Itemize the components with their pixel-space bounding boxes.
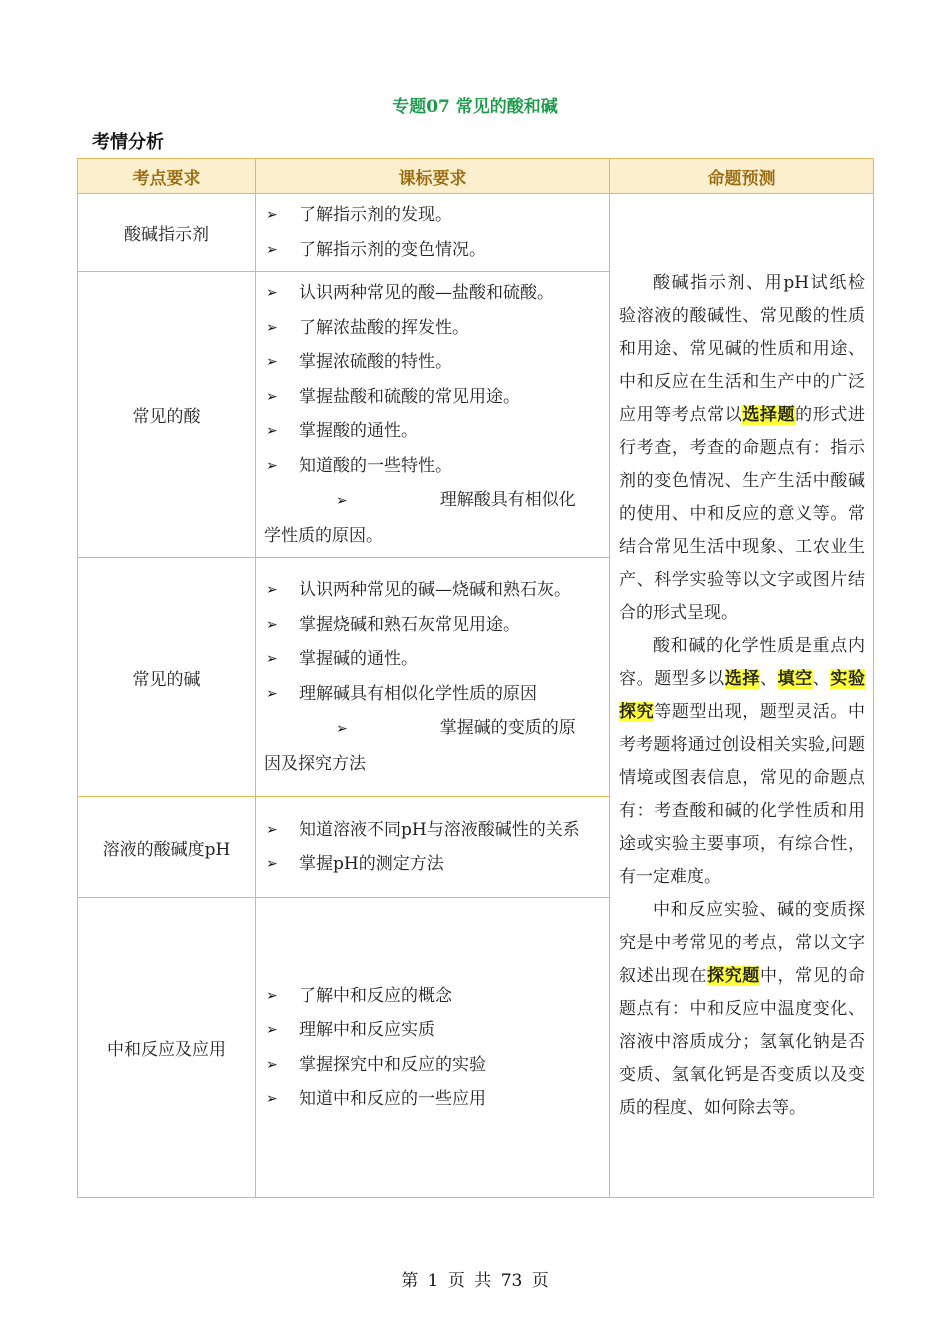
- list-item: ➢ 知道中和反应的一些应用: [264, 1082, 601, 1117]
- point-cell: 常见的碱: [78, 558, 256, 797]
- page-title: 专题07 常见的酸和碱: [392, 97, 558, 117]
- arrow-bullet-icon: ➢: [266, 582, 278, 598]
- header-requirement: 课标要求: [256, 159, 610, 194]
- arrow-bullet-icon: ➢: [266, 1091, 278, 1107]
- arrow-bullet-icon: ➢: [336, 493, 348, 509]
- highlight: 探究题: [707, 965, 760, 986]
- table-row: [78, 194, 874, 272]
- arrow-bullet-icon: ➢: [266, 319, 278, 336]
- arrow-bullet-icon: ➢: [266, 388, 278, 405]
- prediction-cell: [610, 194, 874, 1198]
- arrow-bullet-icon: ➢: [266, 987, 278, 1004]
- list-item: ➢ 认识两种常见的酸—盐酸和硫酸。: [264, 276, 601, 311]
- list-item: ➢ 掌握碱的通性。: [264, 642, 601, 677]
- arrow-bullet-icon: ➢: [266, 423, 278, 439]
- list-item: ➢ 掌握探究中和反应的实验: [264, 1048, 601, 1083]
- requirement-cell: [256, 194, 610, 272]
- arrow-bullet-icon: ➢: [266, 207, 278, 223]
- highlight: 选择题: [742, 404, 796, 425]
- list-item: ➢ 掌握pH的测定方法: [264, 847, 601, 882]
- list-item: ➢ 理解碱具有相似化学性质的原因: [264, 677, 601, 712]
- highlight: 填空: [777, 668, 813, 689]
- arrow-bullet-icon: ➢: [266, 457, 278, 474]
- header-point: 考点要求: [78, 159, 256, 194]
- highlight: 实验探究: [619, 668, 866, 722]
- requirement-cell: [256, 797, 610, 898]
- list-item: ➢ 了解浓盐酸的挥发性。: [264, 311, 601, 346]
- arrow-bullet-icon: ➢: [266, 1022, 278, 1038]
- arrow-bullet-icon: ➢: [266, 241, 278, 258]
- arrow-bullet-icon: ➢: [266, 856, 278, 872]
- prediction-paragraph: 中和反应实验、碱的变质探究是中考常见的考点，常以文字叙述出现在探究题中，常见的命题点有：中和反应中温度变化、溶液中溶质成分；氢氧化钠是否变质、氢氧化钙是否变质以及变质的程度、如何除去等。: [619, 899, 866, 1118]
- arrow-bullet-icon: ➢: [266, 354, 278, 370]
- table-header-row: [78, 159, 874, 194]
- point-cell: 常见的酸: [78, 272, 256, 558]
- list-item: ➢ 了解指示剂的变色情况。: [264, 233, 601, 268]
- list-item: ➢ 认识两种常见的碱—烧碱和熟石灰。: [264, 573, 601, 608]
- list-item: ➢ 掌握盐酸和硫酸的常见用途。: [264, 380, 601, 415]
- arrow-bullet-icon: ➢: [266, 651, 278, 667]
- list-item: ➢ 掌握浓硫酸的特性。: [264, 345, 601, 380]
- list-item: ➢ 掌握烧碱和熟石灰常见用途。: [264, 608, 601, 643]
- list-item: ➢ 理解中和反应实质: [264, 1013, 601, 1048]
- requirement-cell: [256, 272, 610, 558]
- arrow-bullet-icon: ➢: [266, 685, 278, 702]
- arrow-bullet-icon: ➢: [336, 721, 348, 737]
- prediction-paragraph: 酸碱指示剂、用pH试纸检验溶液的酸碱性、常见酸的性质和用途、常见碱的性质和用途、中和反应在生活和生产中的广泛应用等考点常以选择题的形式进行考查，考查的命题点有：指示剂的变色情况、生产生活中酸碱的使用、中和反应的意义等。常结合常见生活中现象、工农业生产、科学实验等以文字或图片结合的形式呈现。: [619, 272, 866, 623]
- arrow-bullet-icon: ➢: [266, 616, 278, 633]
- list-item: ➢ 掌握酸的通性。: [264, 414, 601, 449]
- requirement-cell: [256, 898, 610, 1198]
- requirement-cell: [256, 558, 610, 797]
- point-cell: 溶液的酸碱度pH: [78, 797, 256, 898]
- list-item: ➢ 了解指示剂的发现。: [264, 198, 601, 233]
- arrow-bullet-icon: ➢: [266, 1056, 278, 1073]
- arrow-bullet-icon: ➢: [266, 285, 278, 301]
- list-item: ➢ 了解中和反应的概念: [264, 979, 601, 1014]
- list-item: ➢ 掌握碱的变质的原 因及探究方法: [264, 718, 576, 774]
- page-number: 第 1 页 共 73 页: [401, 1271, 549, 1291]
- list-item: ➢ 知道溶液不同pH与溶液酸碱性的关系: [264, 813, 601, 848]
- list-item: ➢ 知道酸的一些特性。: [264, 449, 601, 484]
- arrow-bullet-icon: ➢: [266, 821, 278, 838]
- analysis-table: [77, 158, 874, 1198]
- list-item: ➢ 理解酸具有相似化 学性质的原因。: [264, 490, 576, 546]
- header-prediction: 命题预测: [610, 159, 874, 194]
- section-heading: 考情分析: [92, 132, 164, 153]
- highlight: 选择: [724, 668, 760, 689]
- prediction-paragraph: 酸和碱的化学性质是重点内容。题型多以选择、填空、实验探究等题型出现，题型灵活。中考考题将通过创设相关实验,问题情境或图表信息，常见的命题点有：考查酸和碱的化学性质和用途或实验主要事项，有综合性，有一定难度。: [619, 635, 866, 887]
- point-cell: 中和反应及应用: [78, 898, 256, 1198]
- point-cell: 酸碱指示剂: [78, 194, 256, 272]
